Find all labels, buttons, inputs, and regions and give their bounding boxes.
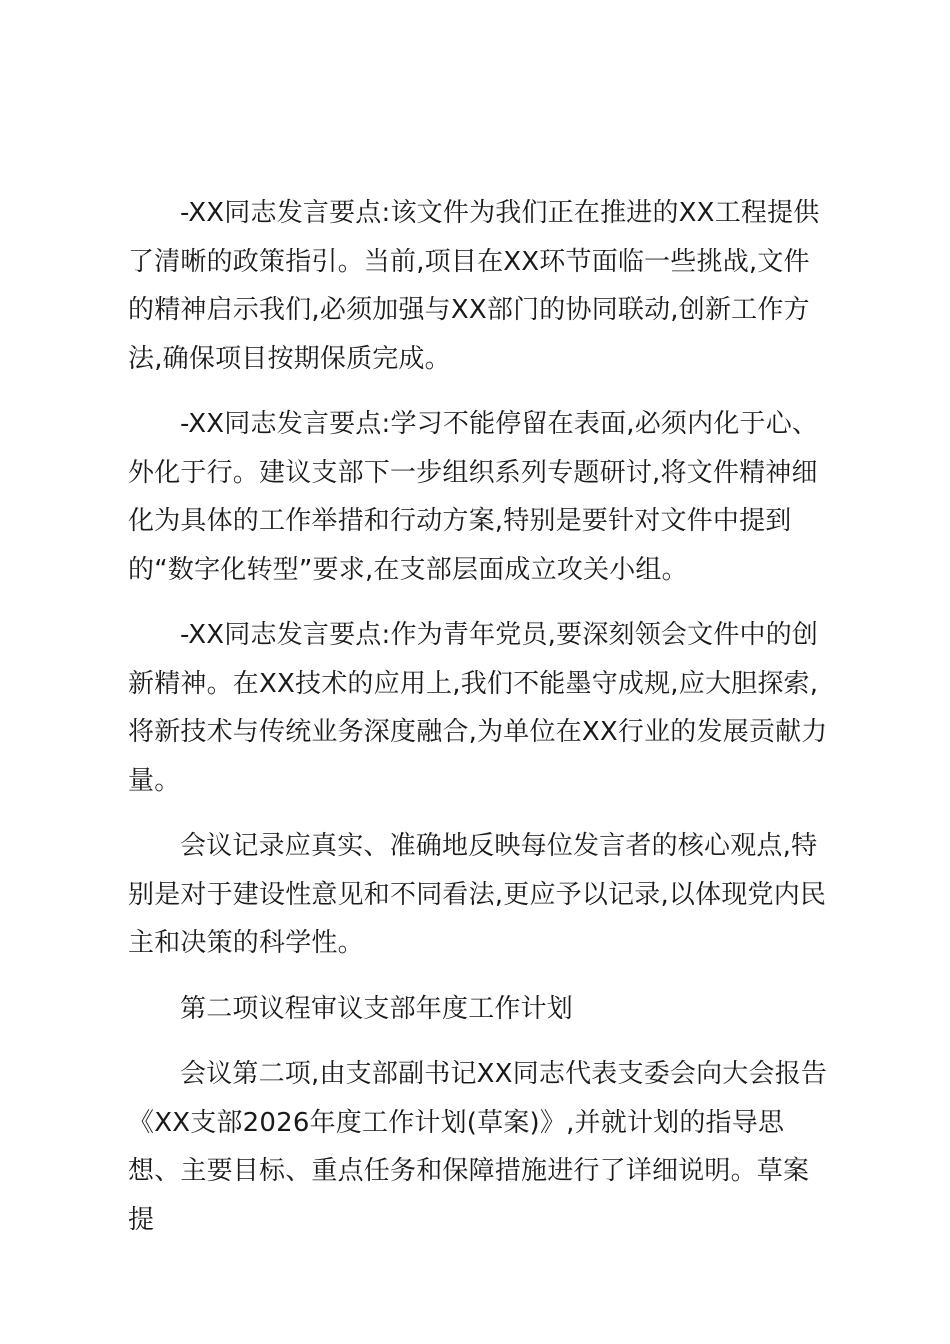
section-heading-agenda-2: 第二项议程审议支部年度工作计划 <box>180 993 574 1024</box>
paragraph-speech-2: -XX同志发言要点:学习不能停留在表面,必须内化于心、外化于行。建议支部下一步组织系列专题研讨,将文件精神细化为具体的工作举措和行动方案,特别是要针对文件中提到的“数字化转型”要求,在支部层面成立攻关小组。 <box>128 409 819 585</box>
paragraph-agenda-2-report: 会议第二项,由支部副书记XX同志代表支委会向大会报告《XX支部2026年度工作计划(草案)》,并就计划的指导思想、主要目标、重点任务和保障措施进行了详细说明。草案提 <box>128 1059 828 1235</box>
paragraph-recording-note: 会议记录应真实、准确地反映每位发言者的核心观点,特别是对于建设性意见和不同看法,更应予以记录,以体现党内民主和决策的科学性。 <box>128 831 827 958</box>
document-body <box>128 189 828 1261</box>
paragraph-speech-3: -XX同志发言要点:作为青年党员,要深刻领会文件中的创新精神。在XX技术的应用上,我们不能墨守成规,应大胆探索,将新技术与传统业务深度融合,为单位在XX行业的发展贡献力量。 <box>128 620 828 796</box>
paragraph-speech-1: -XX同志发言要点:该文件为我们正在推进的XX工程提供了清晰的政策指引。当前,项目在XX环节面临一些挑战,文件的精神启示我们,必须加强与XX部门的协同联动,创新工作方法,确保项目按期保质完成。 <box>128 198 820 374</box>
